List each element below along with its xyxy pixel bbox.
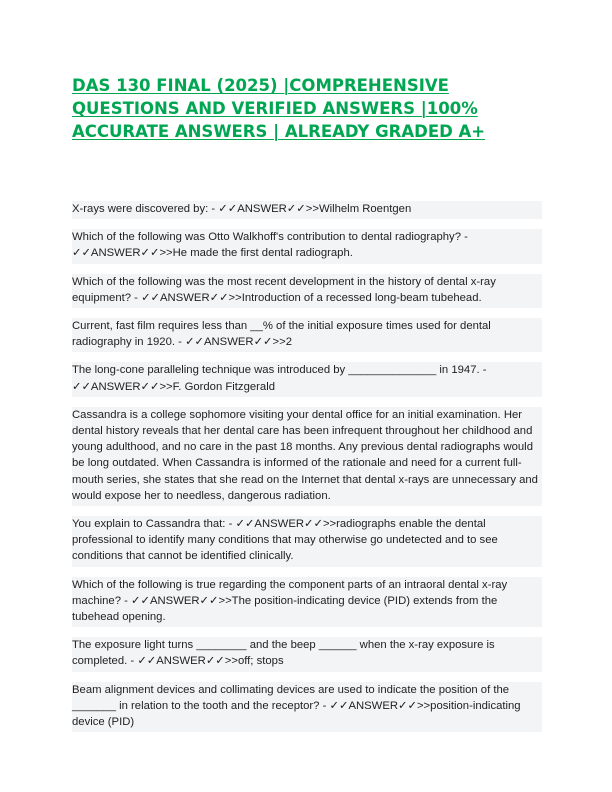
qa-item bbox=[72, 229, 542, 263]
qa-item bbox=[72, 637, 542, 671]
separator: - bbox=[208, 203, 219, 215]
separator: - bbox=[175, 336, 186, 349]
question-text: Cassandra is a college sophomore visiting your dental office for an initial examination. Her dental history reveals that her dental care has been infrequent throughout her childhood and young adulthood, and no care in the past 18 months. Any previous dental radiographs would be long outdated. When Cassandra is informed of the rationale and need for a current full-mouth series, she states that she read on the Internet that dental x-rays are unnecessary and would expose her to needless, dangerous radiation. bbox=[72, 408, 538, 502]
separator: - bbox=[225, 518, 236, 531]
separator: - bbox=[319, 699, 330, 712]
separator: - bbox=[479, 364, 487, 377]
question-text: The exposure light turns ________ and the beep ______ when the x-ray exposure is completed. bbox=[72, 639, 495, 668]
document-title: DAS 130 FINAL (2025) |COMPREHENSIVE QUESTIONS AND VERIFIED ANSWERS |100% ACCURATE ANSWERS | ALREADY GRADED A+ bbox=[72, 76, 486, 141]
qa-item bbox=[72, 682, 542, 733]
qa-item bbox=[72, 516, 542, 567]
qa-item bbox=[72, 318, 542, 352]
qa-item bbox=[72, 407, 542, 506]
answer-text: Introduction of a recessed long-beam tubehead. bbox=[241, 291, 482, 304]
answer-text: off; stops bbox=[237, 655, 284, 668]
separator: - bbox=[131, 291, 142, 304]
question-text: X-rays were discovered by: bbox=[72, 203, 209, 215]
answer-marker: ✓✓ANSWER✓✓>> bbox=[235, 518, 337, 531]
answer-marker: ✓✓ANSWER✓✓>> bbox=[185, 336, 286, 349]
question-text: Which of the following was the most recent development in the history of dental x-ray equipment? bbox=[72, 275, 496, 304]
question-text: Which of the following was Otto Walkhoff's contribution to dental radiography? bbox=[72, 231, 461, 244]
question-text: The long-cone paralleling technique was introduced by ______________ in 1947. bbox=[72, 364, 480, 377]
separator: - bbox=[127, 655, 138, 668]
question-text: You explain to Cassandra that: bbox=[72, 518, 226, 531]
question-text: Beam alignment devices and collimating devices are used to indicate the position of the _______ in relation to the tooth and the receptor? bbox=[72, 683, 510, 712]
question-text: Which of the following is true regarding the component parts of an intraoral dental x-ray machine? bbox=[72, 578, 508, 607]
question-text: Current, fast film requires less than __% of the initial exposure times used for dental radiography in 1920. bbox=[72, 320, 491, 349]
answer-marker: ✓✓ANSWER✓✓>> bbox=[329, 699, 431, 712]
qa-list bbox=[72, 201, 542, 742]
separator: - bbox=[120, 594, 132, 607]
answer-text: radiographs enable the dental professional to identify many conditions that may otherwise go undetected and to see conditions that cannot be identified clinically. bbox=[72, 518, 498, 563]
answer-marker: ✓✓ANSWER✓✓>> bbox=[72, 380, 173, 393]
qa-item bbox=[72, 274, 542, 308]
answer-marker: ✓✓ANSWER✓✓>> bbox=[72, 247, 173, 260]
separator: - bbox=[460, 231, 468, 244]
answer-text: The position-indicating device (PID) extends from the tubehead opening. bbox=[72, 594, 498, 624]
answer-text: 2 bbox=[285, 336, 292, 349]
qa-item bbox=[72, 362, 542, 396]
answer-text: position-indicating device (PID) bbox=[72, 699, 521, 729]
answer-text: F. Gordon Fitzgerald bbox=[172, 380, 275, 393]
answer-text: Wilhelm Roentgen bbox=[318, 203, 412, 215]
qa-item bbox=[72, 201, 542, 219]
answer-marker: ✓✓ANSWER✓✓>> bbox=[141, 291, 242, 304]
answer-marker: ✓✓ANSWER✓✓>> bbox=[137, 655, 238, 668]
answer-marker: ✓✓ANSWER✓✓>> bbox=[131, 594, 232, 607]
answer-marker: ✓✓ANSWER✓✓>> bbox=[218, 203, 319, 215]
qa-item bbox=[72, 577, 542, 628]
answer-text: He made the first dental radiograph. bbox=[172, 247, 353, 260]
